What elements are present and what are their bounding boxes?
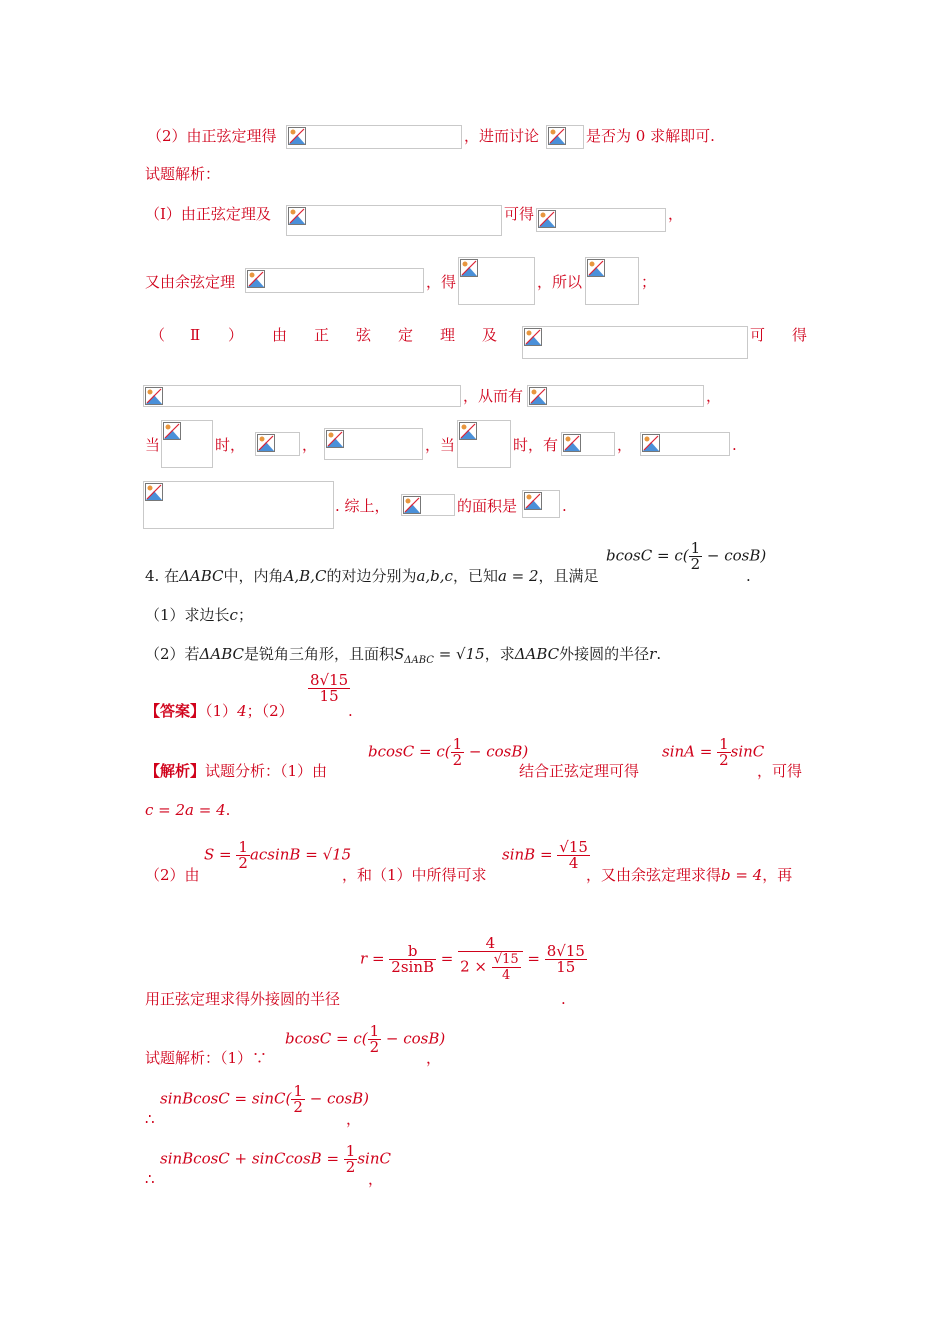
text: 及 xyxy=(482,326,498,344)
text: ， xyxy=(346,1110,362,1128)
text: . xyxy=(732,436,737,454)
condition-formula: bcosC = c( $\frac{1}{2}$ − cosB) xyxy=(606,539,767,573)
text: ，当 xyxy=(425,436,456,454)
formula: sinB = $\frac{√15}{4}$ xyxy=(502,838,588,872)
text: （2）由正弦定理得 xyxy=(147,127,277,145)
broken-image-icon xyxy=(257,434,275,452)
text: 试题解析：（1）∵ xyxy=(145,1049,268,1067)
broken-image-icon xyxy=(403,496,421,514)
broken-image-icon xyxy=(247,270,265,288)
problem-intro: 4. 在ΔABC中，内角A,B,C的对边分别为a,b,c，已知a = 2，且满足 xyxy=(145,567,599,585)
formula: bcosC = c( $\frac{1}{2}$ − cosB) xyxy=(285,1022,446,1056)
text: ， xyxy=(302,436,318,454)
formula-image-placeholder xyxy=(585,257,639,305)
text: （Ⅰ）由正弦定理及 xyxy=(145,205,271,223)
formula-image-placeholder xyxy=(161,420,213,468)
text: 当 xyxy=(145,436,161,454)
broken-image-icon xyxy=(460,259,478,277)
radius-formula: r = $\frac{b}{2\sin B}$ = 4 2 × $\frac{√15}{4}$ = $\frac{8√15}{15}$ xyxy=(360,934,585,983)
question-1: （1）求边长c； xyxy=(145,606,253,624)
therefore-symbol: ∴ xyxy=(145,1110,155,1128)
text: ， xyxy=(426,1049,442,1067)
text: 用正弦定理求得外接圆的半径 xyxy=(145,990,341,1008)
formula-image-placeholder xyxy=(457,420,511,468)
text: ， xyxy=(368,1170,384,1188)
formula-image-placeholder xyxy=(458,257,535,305)
broken-image-icon xyxy=(145,387,163,405)
analysis-title: 试题解析： xyxy=(145,165,221,183)
broken-image-icon xyxy=(529,387,547,405)
formula-image-placeholder xyxy=(286,125,462,149)
text: 又由余弦定理 xyxy=(145,273,236,291)
formula-image-placeholder xyxy=(561,432,615,456)
broken-image-icon xyxy=(563,434,581,452)
text: （ xyxy=(150,326,166,344)
text: ，从而有 xyxy=(463,387,524,405)
formula-image-placeholder xyxy=(522,490,560,518)
text: 时， xyxy=(215,436,246,454)
text: ，可得 xyxy=(757,762,803,780)
text: 结合正弦定理可得 xyxy=(519,762,640,780)
text: ， xyxy=(706,387,722,405)
therefore-symbol: ∴ xyxy=(145,1170,155,1188)
question-2: （2）若ΔABC是锐角三角形，且面积$S_{\Delta ABC} = √15$，求ΔABC外接圆的半径r. xyxy=(145,645,662,666)
text: ） xyxy=(228,326,244,344)
text: 可 xyxy=(750,326,766,344)
text: 时，有 xyxy=(513,436,559,454)
formula-image-placeholder xyxy=(640,432,730,456)
text: 是否为 0 求解即可. xyxy=(586,127,715,145)
text: ， xyxy=(617,436,633,454)
text: 的面积是 xyxy=(457,497,518,515)
text: 由 xyxy=(272,326,288,344)
text: . xyxy=(348,702,353,720)
formula-image-placeholder xyxy=(401,494,455,516)
broken-image-icon xyxy=(288,127,306,145)
broken-image-icon xyxy=(524,328,542,346)
text: ； xyxy=(641,273,657,291)
broken-image-icon xyxy=(163,422,181,440)
formula-image-placeholder xyxy=(286,205,502,236)
explain-line-1a: 【解析】试题分析：（1）由 xyxy=(145,762,328,780)
formula-image-placeholder xyxy=(324,428,423,460)
broken-image-icon xyxy=(587,259,605,277)
formula: S = $\frac{1}{2}$ acsinB = √15 xyxy=(204,838,352,872)
broken-image-icon xyxy=(288,207,306,225)
formula-image-placeholder xyxy=(536,208,666,232)
broken-image-icon xyxy=(145,483,163,501)
text: ，又由余弦定理求得b = 4，再 xyxy=(586,866,793,884)
text: . xyxy=(746,567,751,585)
text: Ⅱ xyxy=(190,326,201,344)
formula-image-placeholder xyxy=(522,326,748,359)
text: 可得 xyxy=(504,205,535,223)
answer-fraction: $\frac{8√15}{15}$ xyxy=(310,671,349,705)
formula: bcosC = c( $\frac{1}{2}$ − cosB) xyxy=(368,735,529,769)
answer-text: 【答案】（1）4；（2） xyxy=(145,702,294,720)
text: 定 xyxy=(398,326,414,344)
text: ，和（1）中所得可求 xyxy=(342,866,487,884)
broken-image-icon xyxy=(459,422,477,440)
broken-image-icon xyxy=(538,210,556,228)
formula-image-placeholder xyxy=(546,125,584,149)
text: ，进而讨论 xyxy=(464,127,540,145)
text: . xyxy=(561,990,566,1008)
formula: sinBcosC + sinCcosB = $\frac{1}{2}$ sinC xyxy=(160,1142,391,1176)
formula-image-placeholder xyxy=(245,268,424,293)
text: ， xyxy=(668,205,684,223)
formula-image-placeholder xyxy=(143,481,334,529)
formula-image-placeholder xyxy=(527,385,704,407)
text: 正 xyxy=(314,326,330,344)
broken-image-icon xyxy=(642,434,660,452)
text: （2）由 xyxy=(145,866,200,884)
explain-line-1b: c = 2a = 4. xyxy=(145,801,231,819)
broken-image-icon xyxy=(548,127,566,145)
formula-image-placeholder xyxy=(143,385,461,407)
formula: sinBcosC = sinC( $\frac{1}{2}$ − cosB) xyxy=(160,1082,370,1116)
formula: sinA = $\frac{1}{2}$ sinC xyxy=(662,735,765,769)
text: ，得 xyxy=(426,273,457,291)
text: . xyxy=(562,497,567,515)
text: 理 xyxy=(440,326,456,344)
broken-image-icon xyxy=(524,492,542,510)
formula-image-placeholder xyxy=(255,432,300,456)
text: ，所以 xyxy=(537,273,583,291)
text: 弦 xyxy=(356,326,372,344)
text: 得 xyxy=(792,326,808,344)
text: . 综上， xyxy=(335,497,390,515)
broken-image-icon xyxy=(326,430,344,448)
